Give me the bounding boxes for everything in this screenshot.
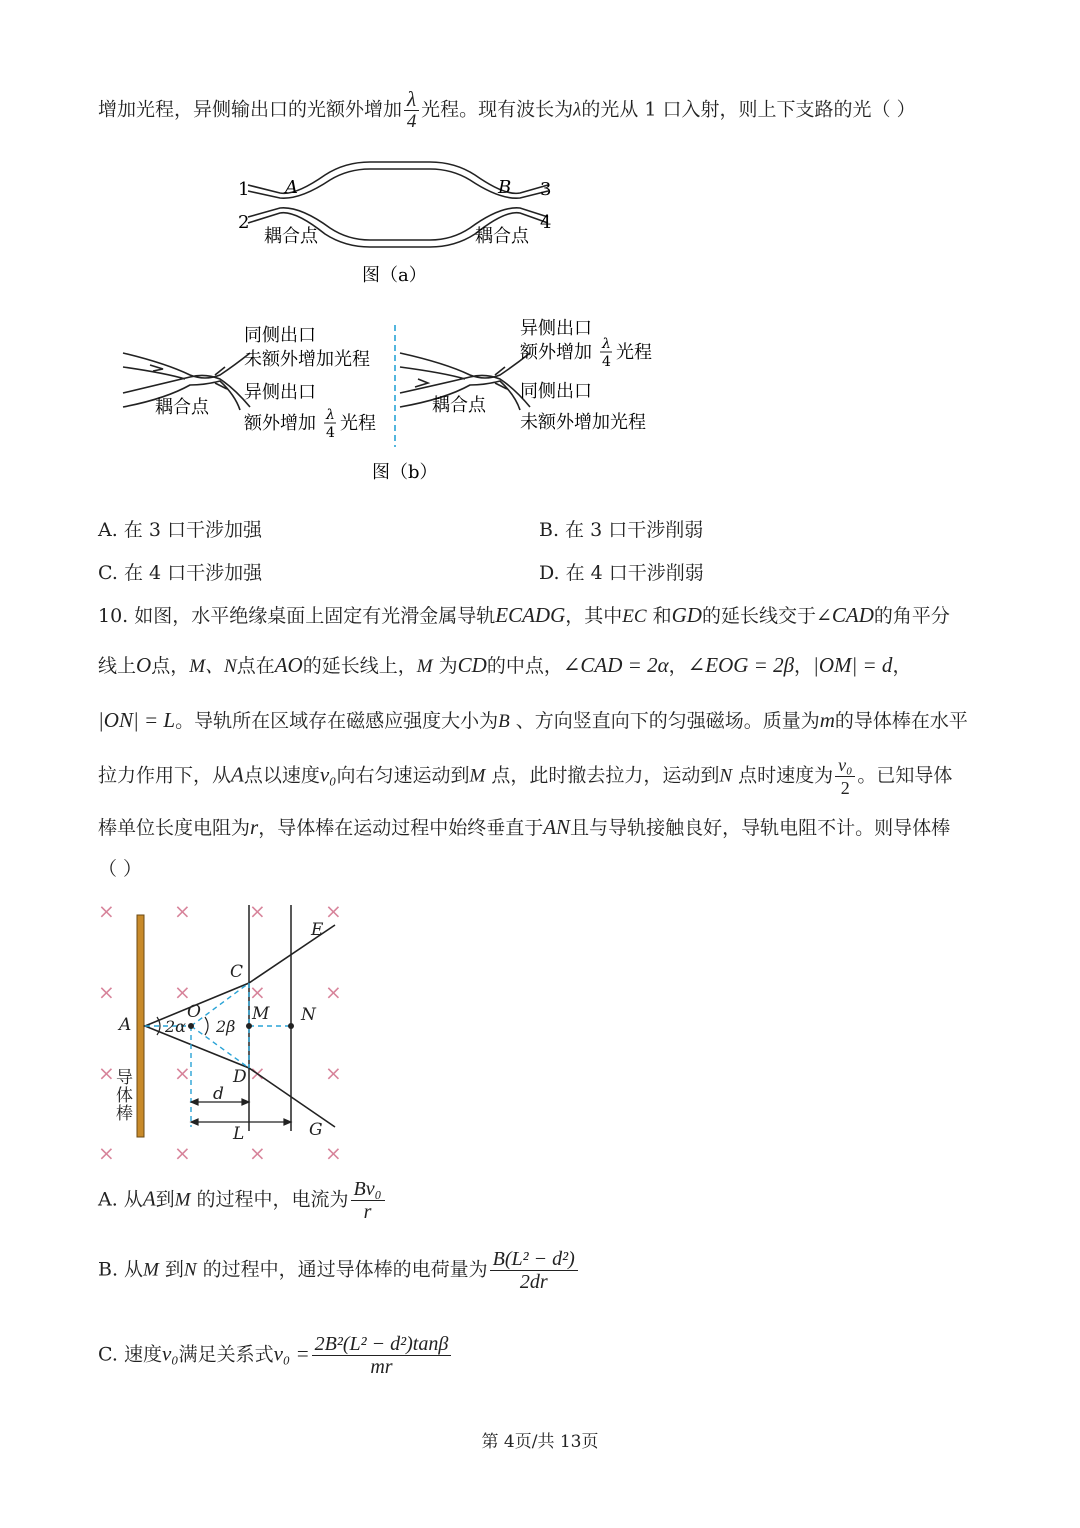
label-B: B <box>498 177 512 198</box>
q9-option-a: A. 在 3 口干涉加强 <box>98 519 262 541</box>
field-cross-mark: × <box>249 899 266 923</box>
rod-char-2: 体 <box>116 1086 133 1106</box>
q10-line-2: 线上O点，M、N点在AO的延长线上，M 为CD的中点，∠CAD = 2α，∠EOG = 2β，|OM| = d， <box>98 653 912 677</box>
q10-option-a: A. 从A到M 的过程中，电流为 $\frac{\text{Bv₀}}{r}$ <box>98 1178 387 1223</box>
label-E: E <box>311 920 324 940</box>
left-bottom-line2-suffix: 光程 <box>340 413 376 434</box>
left-frac-den: 4 <box>326 425 335 441</box>
label-N: N <box>301 1005 316 1025</box>
left-bottom-line1: 异侧出口 <box>244 382 316 403</box>
point-N <box>288 1023 294 1029</box>
lambda-over-4-fraction <box>404 88 419 133</box>
field-cross-mark: × <box>174 1061 191 1085</box>
right-top-line1: 异侧出口 <box>520 318 592 339</box>
field-cross-mark: × <box>249 980 266 1004</box>
label-C: C <box>230 962 244 982</box>
port-3: 3 <box>540 179 552 200</box>
q9-intro-prefix: 增加光程，异侧输出口的光额外增加 <box>98 98 403 121</box>
field-cross-mark: × <box>98 1061 115 1085</box>
label-G: G <box>309 1120 323 1140</box>
right-top-line2-prefix: 额外增加 <box>520 342 592 363</box>
label-A: A <box>119 1015 132 1035</box>
field-cross-mark: × <box>98 899 115 923</box>
field-cross-mark: × <box>325 1141 342 1165</box>
q9-intro-line <box>98 88 916 133</box>
field-cross-mark: × <box>98 980 115 1004</box>
frac-denominator: 4 <box>406 111 417 132</box>
v0-over-2-fraction: $\frac{\text{v₀}}{2}$ <box>835 754 855 799</box>
field-cross-mark: × <box>325 899 342 923</box>
caption-a: 图（a） <box>362 265 427 285</box>
q9-option-d: D. 在 4 口干涉削弱 <box>539 562 704 584</box>
figure-a <box>230 150 570 285</box>
label-2alpha: 2α <box>165 1017 186 1036</box>
port-2: 2 <box>238 212 250 233</box>
q10-answer-paren: （ ） <box>98 858 143 880</box>
q10-line-5: 棒单位长度电阻为r，导体棒在运动过程中始终垂直于AN且与导轨接触良好，导轨电阻不计。则导体棒 <box>98 815 951 839</box>
coupling-point-left-b: 耦合点 <box>155 397 209 418</box>
q9-intro-mid: 光程。现有波长为 <box>421 98 574 121</box>
label-A: A <box>285 177 298 198</box>
right-bottom-line1: 同侧出口 <box>520 381 592 402</box>
right-top-line2-suffix: 光程 <box>616 342 652 363</box>
q10-line-4: 拉力作用下，从A点以速度v₀向右匀速运动到M 点，此时撤去拉力，运动到N 点时速度为 $\frac{\text{v₀}}{2}$ 。已知导体 <box>98 755 953 798</box>
rod-char-3: 棒 <box>116 1104 133 1124</box>
right-frac-den: 4 <box>602 354 611 370</box>
port-4: 4 <box>540 212 552 233</box>
left-frac-num: λ <box>326 407 335 423</box>
label-d: d <box>213 1084 224 1104</box>
field-cross-mark: × <box>325 980 342 1004</box>
q9-intro-suffix: 的光从 1 口入射，则上下支路的光（ ） <box>581 98 916 121</box>
figure-b <box>115 315 675 490</box>
q10-line-1: 10. 如图，水平绝缘桌面上固定有光滑金属导轨ECADG，其中EC 和GD的延长线交于∠CAD的角平分 <box>98 603 950 627</box>
q10-line-3: |ON| = L。导轨所在区域存在磁感应强度大小为B 、方向竖直向下的匀强磁场。质量为m的导体棒在水平 <box>98 708 968 732</box>
port-1: 1 <box>238 179 250 200</box>
label-2beta: 2β <box>216 1017 236 1036</box>
left-bottom-line2-prefix: 额外增加 <box>244 413 316 434</box>
coupling-point-right: 耦合点 <box>475 226 529 247</box>
label-D: D <box>233 1067 247 1087</box>
label-L: L <box>233 1124 245 1144</box>
field-cross-mark: × <box>249 1141 266 1165</box>
coupling-point-left: 耦合点 <box>264 226 318 247</box>
coupling-point-right-b: 耦合点 <box>432 395 486 416</box>
field-cross-mark: × <box>325 1061 342 1085</box>
left-top-line2: 未额外增加光程 <box>244 349 370 370</box>
frac-numerator: λ <box>404 88 419 111</box>
q10-option-b: B. 从M 到N 的过程中，通过导体棒的电荷量为 $\frac{\text{B(L² − d²)}}{2dr}$ <box>98 1248 580 1293</box>
field-cross-mark: × <box>249 1061 266 1085</box>
right-frac-num: λ <box>602 336 611 352</box>
point-O <box>188 1023 194 1029</box>
right-bottom-line2: 未额外增加光程 <box>520 412 646 433</box>
field-cross-mark: × <box>98 1141 115 1165</box>
rod-char-1: 导 <box>116 1068 133 1088</box>
label-O: O <box>187 1002 201 1022</box>
field-cross-mark: × <box>174 899 191 923</box>
field-cross-mark: × <box>174 1141 191 1165</box>
page-footer: 第 4页/共 13页 <box>481 1432 599 1452</box>
field-cross-mark: × <box>174 980 191 1004</box>
lambda-symbol: λ <box>573 99 582 121</box>
q10-option-c: C. 速度v₀满足关系式v₀ = $\frac{\text{2B²(L² − d²)tanβ}}{mr}$ <box>98 1333 453 1378</box>
label-M: M <box>252 1004 270 1024</box>
q9-option-c: C. 在 4 口干涉加强 <box>98 562 263 584</box>
left-top-line1: 同侧出口 <box>244 325 316 346</box>
caption-b: 图（b） <box>372 462 438 483</box>
figure-rails <box>95 895 355 1165</box>
q9-option-b: B. 在 3 口干涉削弱 <box>539 519 704 541</box>
